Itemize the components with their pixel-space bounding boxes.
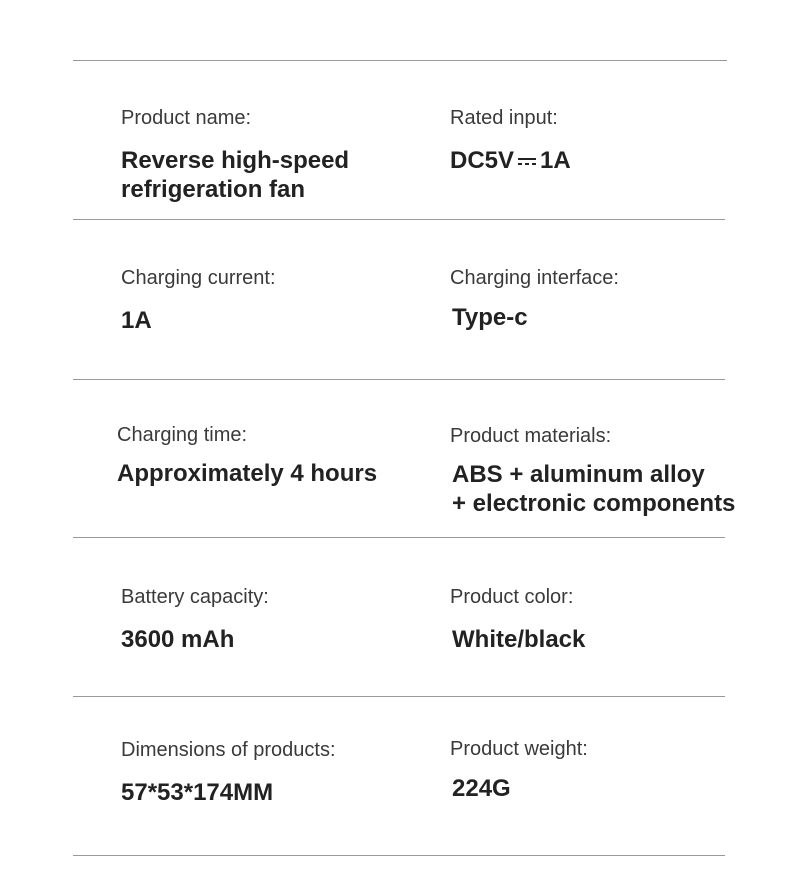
divider xyxy=(73,537,725,538)
spec-value-line: Approximately 4 hours xyxy=(117,460,378,487)
spec-value-line: 57*53*174MM xyxy=(121,779,274,806)
spec-value xyxy=(452,303,619,332)
spec-label: Dimensions of products: xyxy=(121,739,336,761)
spec-charging-interface xyxy=(450,266,619,332)
spec-label: Product name: xyxy=(121,107,252,129)
spec-product-weight xyxy=(450,737,588,803)
spec-value xyxy=(450,146,571,175)
spec-value-voltage: DC5V xyxy=(450,147,515,174)
spec-label: Rated input: xyxy=(450,107,558,129)
spec-value-line: 1A xyxy=(121,307,152,334)
spec-value xyxy=(452,774,588,803)
divider-bottom xyxy=(73,855,725,856)
spec-product-color xyxy=(450,585,585,654)
spec-value xyxy=(452,460,735,518)
spec-charging-time xyxy=(117,423,377,488)
spec-value-line: ABS + aluminum alloy xyxy=(452,461,705,488)
spec-value-line: 3600 mAh xyxy=(121,626,235,653)
divider xyxy=(73,379,725,380)
spec-value xyxy=(121,625,269,654)
spec-value-line: 224G xyxy=(452,775,511,802)
spec-dimensions xyxy=(121,738,336,807)
spec-label: Charging interface: xyxy=(450,267,619,289)
spec-label: Product color: xyxy=(450,586,574,608)
spec-label: Product weight: xyxy=(450,738,588,760)
spec-label: Battery capacity: xyxy=(121,586,269,608)
spec-product-name xyxy=(121,106,349,204)
spec-value-line: Reverse high-speed xyxy=(121,147,350,174)
spec-value xyxy=(121,146,349,204)
spec-value-line: refrigeration fan xyxy=(121,176,306,203)
spec-rated-input xyxy=(450,106,571,175)
spec-battery-capacity xyxy=(121,585,269,654)
spec-value xyxy=(121,306,276,335)
divider xyxy=(73,696,725,697)
spec-charging-current xyxy=(121,266,276,335)
spec-value xyxy=(121,778,336,807)
dc-current-icon xyxy=(518,157,536,167)
spec-value-current: 1A xyxy=(540,147,571,174)
spec-value xyxy=(117,459,377,488)
spec-value-line: Type-c xyxy=(452,304,528,331)
divider xyxy=(73,219,725,220)
spec-label: Product materials: xyxy=(450,425,612,447)
divider-top xyxy=(73,60,727,61)
spec-label: Charging time: xyxy=(117,424,248,446)
spec-product-materials xyxy=(450,424,735,518)
spec-value-line: White/black xyxy=(452,626,586,653)
spec-value-line: + electronic components xyxy=(452,490,736,517)
spec-value xyxy=(452,625,585,654)
spec-label: Charging current: xyxy=(121,267,276,289)
